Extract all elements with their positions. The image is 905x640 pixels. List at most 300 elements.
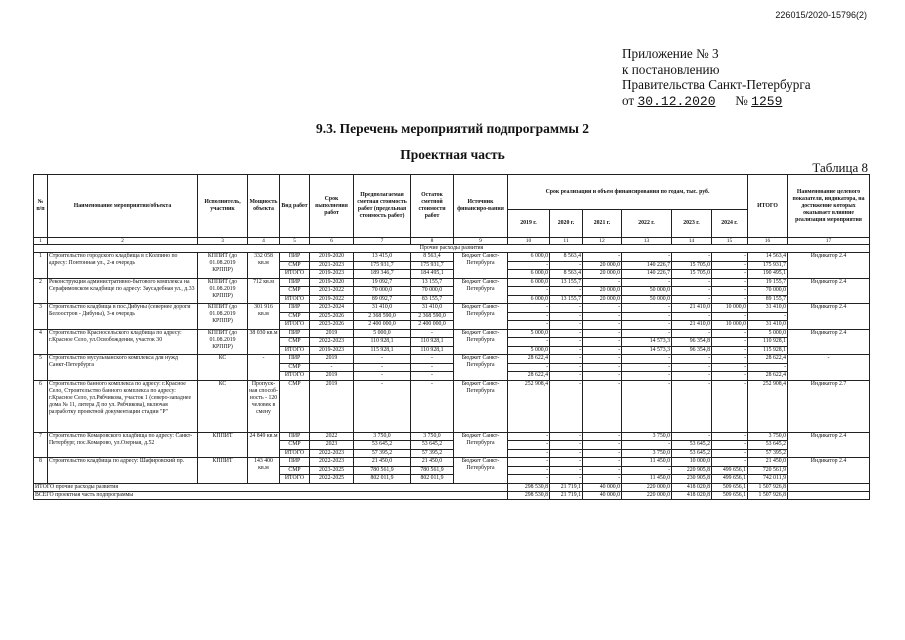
object-capacity: 712 кв.м [248,278,280,304]
year-value: 15 705,0 [672,261,712,270]
remaining-cost: 53 645,2 [411,441,454,450]
appendix-date-line [622,93,811,110]
total-year-value: 220 000,0 [622,491,672,499]
row-total: - [748,363,788,372]
grand-total: 1 507 926,8 [748,491,788,499]
year-value: 20 000,0 [583,261,622,270]
year-value: - [583,466,622,475]
funding-source: Бюджет Санкт-Петербурга [454,329,508,355]
year-value: - [550,346,583,355]
section-row [34,245,870,253]
year-value: - [508,363,550,372]
year-value: 6 000,0 [508,270,550,279]
year-value: - [508,321,550,330]
year-value: 96 354,8 [672,346,712,355]
year-value: 28 622,4 [508,355,550,364]
total-row [34,483,870,491]
year-value: - [550,458,583,467]
year-value: - [622,329,672,338]
work-term: 2019 [310,355,354,364]
row-total: - [748,312,788,321]
year-value: 20 000,0 [583,270,622,279]
work-type: СМР [280,287,310,296]
work-term: 2022-2023 [310,449,354,458]
header-term: Срок выполнения работ [310,175,354,238]
year-value: - [712,346,748,355]
year-value: 220 905,8 [672,466,712,475]
year-value: 6 000,0 [508,253,550,262]
work-term: 2022-2025 [310,475,354,484]
total-indicator-empty [788,483,870,491]
remaining-cost: 2 400 000,0 [411,321,454,330]
object-capacity: 38 030 кв.м [248,329,280,355]
year-value: - [622,363,672,372]
year-value: - [712,312,748,321]
year-value: - [712,261,748,270]
work-type: ПИР [280,253,310,262]
object-indicator: Индикатор 2.4 [788,432,870,458]
object-number: 7 [34,432,48,458]
work-type: ПИР [280,278,310,287]
year-value: - [712,355,748,364]
object-capacity: 143 400 кв.м [248,458,280,484]
year-value: - [672,363,712,372]
column-number: 17 [788,238,870,245]
year-value: - [583,346,622,355]
year-value: 8 563,4 [550,253,583,262]
year-value: - [508,441,550,450]
year-value: 53 645,2 [672,449,712,458]
header-y2021: 2021 г. [583,210,622,238]
remaining-cost: 31 410,0 [411,304,454,313]
row-total: 28 622,4 [748,372,788,381]
year-value: 28 622,4 [508,372,550,381]
remaining-cost: - [411,355,454,364]
row-total: 31 410,0 [748,321,788,330]
estimated-cost: 53 645,2 [354,441,411,450]
year-value: - [583,321,622,330]
year-value: - [672,380,712,432]
remaining-cost: 802 011,9 [411,475,454,484]
year-value: - [672,253,712,262]
object-indicator: Индикатор 2.4 [788,329,870,355]
estimated-cost: 5 000,0 [354,329,411,338]
year-value: 11 450,0 [622,475,672,484]
year-value: - [622,380,672,432]
work-term: 2022-2023 [310,338,354,347]
header-name: Наименование мероприятия/объекта [48,175,198,238]
remaining-cost: 184 495,1 [411,270,454,279]
appendix-block [622,46,811,109]
year-value: 15 705,0 [672,270,712,279]
year-value: 10 000,0 [712,321,748,330]
table-row [34,304,870,313]
year-value: 20 000,0 [583,287,622,296]
year-value: - [550,363,583,372]
column-number: 5 [280,238,310,245]
year-value: - [550,321,583,330]
estimated-cost: - [354,363,411,372]
year-value: - [550,329,583,338]
estimated-cost: 175 931,7 [354,261,411,270]
table-label: Таблица 8 [812,160,868,175]
object-executor: КППИТ [198,432,248,458]
work-type: СМР [280,338,310,347]
work-type: СМР [280,312,310,321]
estimated-cost: 2 400 000,0 [354,321,411,330]
work-type: СМР [280,363,310,372]
header-work: Вид работ [280,175,310,238]
header-y2024: 2024 г. [712,210,748,238]
column-number: 1 [34,238,48,245]
remaining-cost: - [411,372,454,381]
total-year-value: 509 656,1 [712,483,748,491]
work-type: ИТОГО [280,270,310,279]
row-total: 110 928,1 [748,338,788,347]
remaining-cost: 110 928,1 [411,346,454,355]
year-value: - [622,278,672,287]
estimated-cost: 189 346,7 [354,270,411,279]
year-value: 11 450,0 [622,458,672,467]
work-type: ИТОГО [280,372,310,381]
work-type: ПИР [280,304,310,313]
object-number: 8 [34,458,48,484]
year-value: - [583,380,622,432]
work-type: ПИР [280,355,310,364]
object-number: 5 [34,355,48,381]
total-label: ВСЕГО проектная часть подпрограммы [34,491,508,499]
year-value: - [508,287,550,296]
header-indicator: Наименование целевого показателя, индикатора, на достижение которых оказывает влияние реализация мероприятия [788,175,870,238]
year-value: - [622,304,672,313]
year-value: 20 000,0 [583,295,622,304]
year-value: - [712,432,748,441]
work-term: 2019-2022 [310,295,354,304]
object-name: Строительство Красносельского кладбища по адресу: г.Красное Село, ул.Освобождения, участок 30 [48,329,198,355]
total-year-value: 298 530,8 [508,491,550,499]
year-value: 499 656,1 [712,475,748,484]
year-value: - [712,338,748,347]
year-value: 53 645,2 [672,441,712,450]
year-value: - [622,466,672,475]
work-type: СМР [280,441,310,450]
column-number: 9 [454,238,508,245]
object-name: Строительство кладбища по адресу: Шафировский пр. [48,458,198,484]
header-y2020: 2020 г. [550,210,583,238]
year-value: - [583,372,622,381]
year-value: 230 905,8 [672,475,712,484]
header-n: № п/п [34,175,48,238]
year-value: 14 573,3 [622,338,672,347]
object-number: 3 [34,304,48,330]
work-term: 2022 [310,432,354,441]
remaining-cost: - [411,363,454,372]
year-value: - [550,287,583,296]
work-term: 2022-2023 [310,458,354,467]
year-value: 3 750,0 [622,449,672,458]
header-y2022: 2022 г. [622,210,672,238]
column-number: 10 [508,238,550,245]
table-row [34,253,870,262]
year-value: - [712,295,748,304]
estimated-cost: - [354,355,411,364]
work-type: ИТОГО [280,475,310,484]
total-year-value: 220 000,0 [622,483,672,491]
estimated-cost: 19 092,7 [354,278,411,287]
year-value: - [508,466,550,475]
year-value: - [508,338,550,347]
year-value: - [583,449,622,458]
estimated-cost: 115 928,1 [354,346,411,355]
object-indicator: Индикатор 2.7 [788,380,870,432]
object-capacity: 332 058 кв.м [248,253,280,279]
year-value: 5 000,0 [508,346,550,355]
row-total: 190 495,1 [748,270,788,279]
object-capacity: Пропуск-ная способ-ность - 120 человек в смену [248,380,280,432]
object-name: Строительство кладбища в пос.Дибуны (севернее дороги Белоостров - Дибуны), 3-я очередь [48,304,198,330]
row-total: 89 155,7 [748,295,788,304]
object-executor: КППИТ (до 01.08.2019 КРППР) [198,329,248,355]
remaining-cost: 13 155,7 [411,278,454,287]
appendix-line-3: Правительства Санкт-Петербурга [622,77,811,92]
object-indicator: - [788,355,870,381]
year-value: - [712,449,748,458]
funding-source: Бюджет Санкт-Петербурга [454,458,508,484]
year-value: - [712,441,748,450]
year-value: - [583,312,622,321]
year-value: 8 563,4 [550,270,583,279]
document-id: 226015/2020-15796(2) [775,10,867,20]
work-term: 2021-2022 [310,287,354,296]
year-value: - [583,338,622,347]
column-number: 12 [583,238,622,245]
work-term: 2023-2024 [310,304,354,313]
year-value: - [583,432,622,441]
year-value: - [583,441,622,450]
year-value: 13 155,7 [550,278,583,287]
total-row [34,491,870,499]
work-type: СМР [280,380,310,432]
header-src: Источник финансиро-вания [454,175,508,238]
year-value: - [508,432,550,441]
year-value: - [583,329,622,338]
object-number: 6 [34,380,48,432]
total-label: ИТОГО прочие расходы развития [34,483,508,491]
column-number: 6 [310,238,354,245]
row-total: 175 931,7 [748,261,788,270]
remaining-cost: - [411,380,454,432]
year-value: - [672,372,712,381]
table-row [34,355,870,364]
year-value: - [672,287,712,296]
total-year-value: 418 020,8 [672,483,712,491]
year-value: 3 750,0 [622,432,672,441]
year-value: - [550,372,583,381]
year-value: - [712,363,748,372]
year-value: 5 000,0 [508,329,550,338]
year-value: - [712,329,748,338]
total-year-value: 418 020,8 [672,491,712,499]
total-indicator-empty [788,491,870,499]
column-number: 8 [411,238,454,245]
object-name: Реконструкция административно-бытового комплекса на Серафимовском кладбище по адресу: Заусадебная ул., д.33 [48,278,198,304]
header-cost: Предполагаемая сметная стоимость работ (предельная стоимость работ) [354,175,411,238]
estimated-cost: 31 410,0 [354,304,411,313]
row-total: 21 450,0 [748,458,788,467]
work-term: 2019 [310,380,354,432]
year-value: - [712,380,748,432]
work-term: 2019 [310,372,354,381]
work-term: 2025-2026 [310,312,354,321]
year-value: - [508,304,550,313]
estimated-cost: 110 928,1 [354,338,411,347]
estimated-cost: 780 561,9 [354,466,411,475]
year-value: - [672,432,712,441]
work-term: - [310,363,354,372]
object-capacity: 301 916 кв.м [248,304,280,330]
year-value: - [583,475,622,484]
subtitle: Проектная часть [400,147,505,162]
row-total: 115 928,1 [748,346,788,355]
work-term: 2023-2025 [310,466,354,475]
year-value: 499 656,1 [712,466,748,475]
year-value: 6 000,0 [508,278,550,287]
year-value: - [508,458,550,467]
estimated-cost: 3 750,0 [354,432,411,441]
year-value: 21 410,0 [672,304,712,313]
funding-source: Бюджет Санкт-Петербурга [454,355,508,381]
year-value: - [550,449,583,458]
year-value: - [583,278,622,287]
row-total: 57 395,2 [748,449,788,458]
estimated-cost: 89 092,7 [354,295,411,304]
year-value: - [622,253,672,262]
year-value: - [550,380,583,432]
year-value: 6 000,0 [508,295,550,304]
year-value: 10 000,0 [672,458,712,467]
section-row-label: Прочие расходы развития [34,245,870,253]
work-term: 2019-2020 [310,278,354,287]
year-value: 50 000,0 [622,287,672,296]
column-number: 11 [550,238,583,245]
year-value: - [508,449,550,458]
object-executor: КС [198,380,248,432]
table-row [34,458,870,467]
remaining-cost: 70 000,0 [411,287,454,296]
year-value: - [550,355,583,364]
total-year-value: 21 719,1 [550,483,583,491]
work-term: 2021-2023 [310,261,354,270]
appendix-title: Приложение № 3 [622,46,719,61]
work-type: ИТОГО [280,449,310,458]
row-total: 720 561,9 [748,466,788,475]
object-executor: КППИТ (до 01.08.2019 КРППР) [198,253,248,279]
year-value: - [672,295,712,304]
object-number: 2 [34,278,48,304]
header-rest: Остаток сметной стоимости работ [411,175,454,238]
header-power: Мощность объекта [248,175,280,238]
remaining-cost: - [411,329,454,338]
year-value: - [508,261,550,270]
year-value: - [622,312,672,321]
remaining-cost: 21 450,0 [411,458,454,467]
row-total: 5 000,0 [748,329,788,338]
funding-source: Бюджет Санкт-Петербурга [454,432,508,458]
section-title: 9.3. Перечень мероприятий подпрограммы 2 [315,121,589,136]
remaining-cost: 110 928,1 [411,338,454,347]
column-number: 3 [198,238,248,245]
work-term: 2019 [310,329,354,338]
measures-table [33,174,870,500]
header-row [34,175,870,210]
year-value: 14 573,3 [622,346,672,355]
object-executor: КППИТ (до 01.08.2019 КРППР) [198,304,248,330]
header-y2023: 2023 г. [672,210,712,238]
year-value: - [583,458,622,467]
year-value: - [583,253,622,262]
object-capacity: - [248,355,280,381]
total-year-value: 21 719,1 [550,491,583,499]
year-value: - [712,270,748,279]
object-executor: КППИТ (до 01.08.2019 КРППР) [198,278,248,304]
remaining-cost: 780 561,9 [411,466,454,475]
work-type: ИТОГО [280,321,310,330]
work-type: ИТОГО [280,295,310,304]
work-type: ПИР [280,458,310,467]
object-executor: КППИТ [198,458,248,484]
year-value: 140 226,7 [622,270,672,279]
object-number: 1 [34,253,48,279]
table-row [34,380,870,432]
year-value: - [622,372,672,381]
work-type: СМР [280,261,310,270]
year-value: - [583,363,622,372]
year-value: - [672,278,712,287]
funding-source: Бюджет Санкт-Петербурга [454,253,508,279]
year-value: - [550,475,583,484]
table-row [34,278,870,287]
estimated-cost: 21 450,0 [354,458,411,467]
object-capacity: 24 849 кв.м [248,432,280,458]
column-number: 15 [712,238,748,245]
year-value: - [583,304,622,313]
column-number: 7 [354,238,411,245]
column-number: 13 [622,238,672,245]
work-term: 2023 [310,441,354,450]
object-name: Строительство банного комплекса по адресу: г.Красное Село, Строительство банного комплекса по адресу: г.Красное Село, ул.Рябчикова, участок 1 (северо-западнее дома № 11, литера Д по ул. Рябчикова), включая разработку проектной документации стадии "Р" [48,380,198,432]
year-value: - [672,355,712,364]
object-executor: КС [198,355,248,381]
row-total: 252 908,4 [748,380,788,432]
resolution-date: 30.12.2020 [637,93,716,109]
funding-source: Бюджет Санкт-Петербурга [454,380,508,432]
object-name: Строительство Комаровского кладбища по адресу: Санкт-Петербург, пос.Комарово, ул.Озерная, д.52 [48,432,198,458]
row-total: 70 000,0 [748,287,788,296]
work-type: ИТОГО [280,346,310,355]
year-value: - [550,261,583,270]
estimated-cost: 2 368 590,0 [354,312,411,321]
header-years-group: Срок реализации и объем финансирования по годам, тыс. руб. [508,175,748,210]
year-value: - [508,475,550,484]
column-number: 14 [672,238,712,245]
year-value: - [712,287,748,296]
object-indicator: Индикатор 2.4 [788,458,870,484]
header-total: ИТОГО [748,175,788,238]
column-number: 2 [48,238,198,245]
column-numbers-row [34,238,870,245]
year-value: 10 000,0 [712,304,748,313]
row-total: 742 011,9 [748,475,788,484]
